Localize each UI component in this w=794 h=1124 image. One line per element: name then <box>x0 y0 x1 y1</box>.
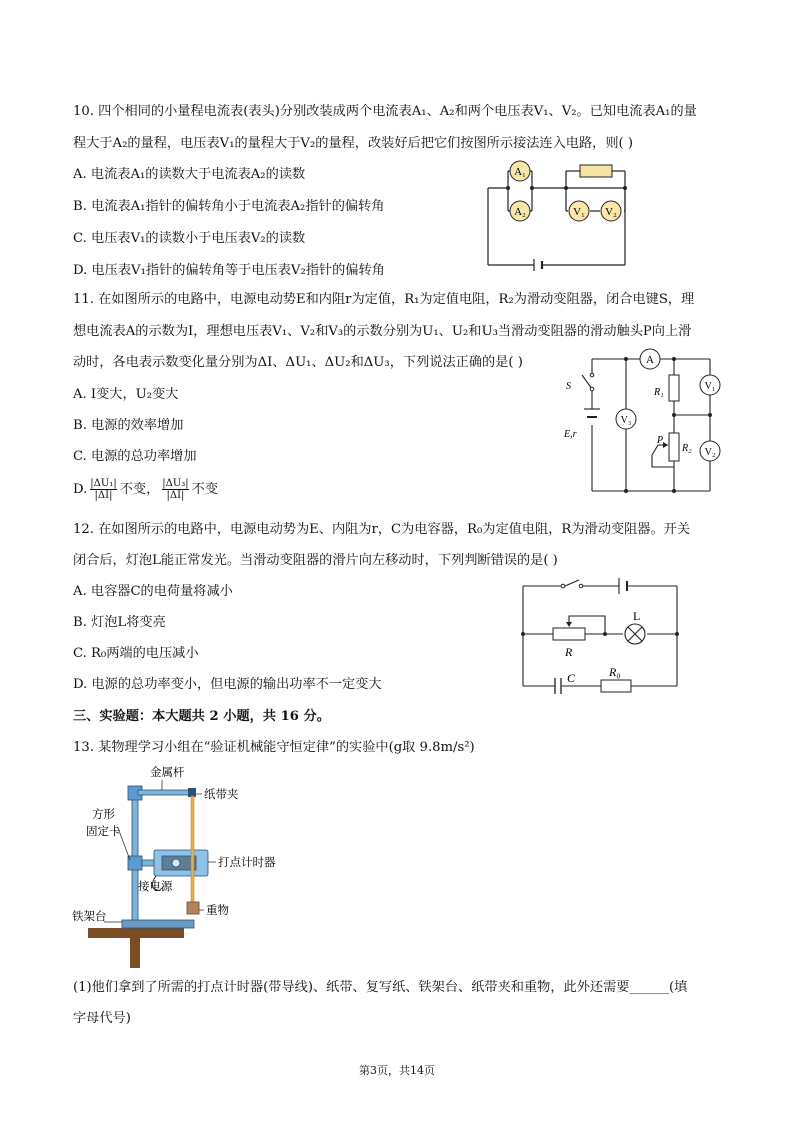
q11-circuit-figure <box>560 345 730 500</box>
label-tape-clip: 纸带夹 <box>204 789 239 801</box>
q10-stem-line1: 10. 四个相同的小量程电流表(表头)分别改装成两个电流表A₁、A₂和两个电压表V₁、V₂。已知电流表A₁的量 <box>73 104 697 119</box>
slider-arrow-icon <box>663 442 668 448</box>
meter-v1 <box>569 201 589 221</box>
square-clamp-bottom <box>128 856 142 870</box>
voltmeter-v1-label: V₁ <box>704 381 716 392</box>
q12-circuit-figure <box>515 572 690 697</box>
q10-option-c: C. 电压表V₁的读数小于电压表V₂的读数 <box>73 231 306 246</box>
label-c: C <box>567 671 576 685</box>
q12-option-b: B. 灯泡L将变亮 <box>73 615 166 630</box>
q13-sub1-line1: (1)他们拿到了所需的打点计时器(带导线)、纸带、复写纸、铁架台、纸带夹和重物，此外还需要______(填 <box>73 980 688 995</box>
label-power: 接电源 <box>138 881 173 893</box>
q10-resistor <box>580 165 612 177</box>
stand-base <box>122 920 194 928</box>
q10-stem-line2: 程大于A₂的量程，电压表V₁的量程大于V₂的量程，改装好后把它们按图所示接法连入电路，则( ) <box>73 136 634 151</box>
voltmeter-v1 <box>700 375 720 395</box>
q11-fraction-end: 不变 <box>191 481 219 497</box>
resistor-r0 <box>601 680 631 692</box>
label-weight: 重物 <box>206 905 229 917</box>
q11-stem-line2: 想电流表A的示数为I，理想电压表V₁、V₂和V₃的示数分别为U₁、U₂和U₃当滑动变阻器的滑动触头P向上滑 <box>73 324 692 339</box>
label-er: E,r <box>564 429 577 440</box>
stand-pole <box>132 790 138 920</box>
q11-fraction-1 <box>90 478 116 501</box>
q11-option-a: A. I变大，U₂变大 <box>73 387 179 402</box>
q11-fraction-2 <box>162 478 188 501</box>
q10-option-d: D. 电压表V₁指针的偏转角等于电压表V₂指针的偏转角 <box>73 263 385 278</box>
q10-circuit-figure <box>480 155 640 273</box>
q12-stem-line1: 12. 在如图所示的电路中，电源电动势为E、内阻为r，C为电容器，R₀为定值电阻，R为滑动变阻器。开关 <box>73 522 691 537</box>
rheostat-r2 <box>669 433 679 461</box>
label-p: P <box>657 435 664 446</box>
label-l: L <box>633 609 641 623</box>
q11-option-d <box>73 478 218 501</box>
q11-fraction-2-denominator: |ΔI| <box>166 490 185 501</box>
q11-option-b: B. 电源的效率增加 <box>73 418 184 433</box>
q10-option-a: A. 电流表A₁的读数大于电流表A₂的读数 <box>73 167 306 182</box>
resistor-r1 <box>669 375 679 401</box>
q11-fraction-1-numerator: |ΔU₁| <box>90 478 117 489</box>
table-top <box>88 928 184 938</box>
voltmeter-v2-label: V₂ <box>704 447 716 458</box>
label-r1: R₁ <box>654 387 664 398</box>
meter-a2 <box>510 201 530 221</box>
q13-apparatus-figure <box>70 760 300 970</box>
q10-option-b: B. 电流表A₁指针的偏转角小于电流表A₂指针的偏转角 <box>73 199 385 214</box>
tape-clip <box>188 788 196 797</box>
table-leg <box>130 938 140 968</box>
meter-a2-label: A₂ <box>514 206 526 218</box>
q11-option-c: C. 电源的总功率增加 <box>73 449 197 464</box>
q11-fraction-1-denominator: |ΔI| <box>94 490 113 501</box>
weight-block <box>187 902 199 914</box>
page-footer: 第3页，共14页 <box>359 1064 435 1077</box>
meter-a1 <box>510 161 530 181</box>
label-square-card-1: 方形 <box>92 809 115 821</box>
q12-option-c: C. R₀两端的电压减小 <box>73 646 199 661</box>
label-r2: R₂ <box>682 443 692 454</box>
label-s: S <box>566 381 571 392</box>
voltmeter-v2 <box>700 441 720 461</box>
label-r: R <box>565 645 573 659</box>
voltmeter-v3-label: V₃ <box>620 415 632 426</box>
voltmeter-v3 <box>616 409 636 429</box>
q11-fraction-text: 不变， <box>119 481 160 497</box>
rheostat-r <box>553 628 585 640</box>
q11-stem-line1: 11. 在如图所示的电路中，电源电动势E和内阻r为定值，R₁为定值电阻，R₂为滑动变阻器，闭合电键S，理 <box>73 292 695 307</box>
q12-option-d: D. 电源的总功率变小，但电源的输出功率不一定变大 <box>73 677 382 692</box>
meter-v2-label: V₂ <box>605 206 617 218</box>
q11-fraction-2-numerator: |ΔU₃| <box>162 478 189 489</box>
q11-option-d-label: D. <box>73 481 88 497</box>
meter-a1-label: A₁ <box>514 166 526 178</box>
q12-stem-line2: 闭合后，灯泡L能正常发光。当滑动变阻器的滑片向左移动时，下列判断错误的是( ) <box>73 553 558 568</box>
rheostat-slider-icon <box>566 622 572 627</box>
ammeter-a <box>640 349 660 369</box>
lamp-icon <box>625 624 645 644</box>
label-r0: R₀ <box>609 665 621 679</box>
label-square-card-2: 固定卡 <box>86 826 121 838</box>
paper-tape <box>191 796 194 910</box>
meter-v2 <box>601 201 621 221</box>
ammeter-a-label: A <box>646 354 654 366</box>
q13-sub1-line2: 字母代号) <box>73 1011 131 1026</box>
label-iron-stand: 铁架台 <box>72 911 107 923</box>
q12-option-a: A. 电容器C的电荷量将减小 <box>73 584 233 599</box>
label-metal-rod: 金属杆 <box>150 767 185 779</box>
label-timer: 打点计时器 <box>218 857 276 869</box>
metal-rod <box>138 790 194 795</box>
q11-stem-line3: 动时，各电表示数变化量分别为ΔI、ΔU₁、ΔU₂和ΔU₃，下列说法正确的是( ) <box>73 355 523 370</box>
section-3-heading: 三、实验题：本大题共 2 小题，共 16 分。 <box>73 709 330 724</box>
meter-v1-label: V₁ <box>573 206 585 218</box>
q13-stem: 13. 某物理学习小组在“验证机械能守恒定律”的实验中(g取 9.8m/s²) <box>73 740 475 755</box>
